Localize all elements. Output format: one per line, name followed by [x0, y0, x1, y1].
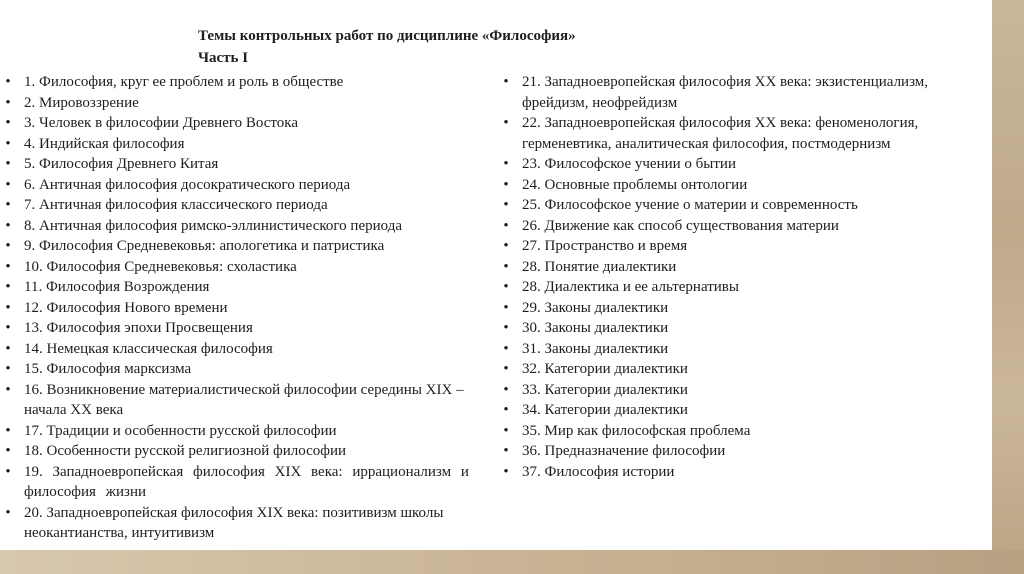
topic-item — [498, 195, 984, 216]
topic-item — [498, 462, 984, 483]
topic-text: 33. Категории диалектики — [522, 381, 688, 398]
topic-item — [498, 113, 984, 154]
topic-text: 17. Традиции и особенности русской философии — [24, 422, 337, 439]
topic-text: 4. Индийская философия — [24, 135, 185, 152]
topic-item — [498, 318, 984, 339]
topic-text: 3. Человек в философии Древнего Востока — [24, 115, 298, 131]
topic-item — [498, 154, 984, 175]
bullet-icon: • — [5, 217, 11, 234]
bullet-icon: • — [503, 197, 509, 213]
bullet-icon: • — [503, 381, 509, 398]
topic-text: 10. Философия Средневековья: схоластика — [24, 258, 297, 275]
bullet-icon: • — [503, 402, 509, 418]
topic-item — [0, 236, 480, 257]
bullet-icon: • — [503, 443, 509, 459]
topic-text: 28. Понятие диалектики — [522, 258, 677, 275]
topic-text: 12. Философия Нового времени — [24, 299, 228, 316]
topic-text: 19. Западноевропейская философия XIX века: иррационализм и философия жизни — [24, 463, 469, 500]
topic-text: 20. Западноевропейская философия XIX века: позитивизм школы неокантианства, интуитивизм — [24, 504, 444, 541]
topic-text: 31. Законы диалектики — [522, 340, 669, 357]
topic-text: 24. Основные проблемы онтологии — [522, 176, 748, 193]
topic-item — [0, 277, 480, 298]
topic-item — [0, 195, 480, 216]
topic-item — [0, 441, 480, 462]
bullet-icon: • — [5, 135, 11, 152]
topic-text: 14. Немецкая классическая философия — [24, 340, 273, 357]
bullet-icon: • — [5, 340, 11, 357]
bullet-icon: • — [503, 156, 509, 172]
topic-text: 1. Философия, круг ее проблем и роль в обществе — [24, 74, 344, 90]
bullet-icon: • — [5, 381, 11, 398]
topic-text: 18. Особенности русской религиозной философии — [24, 443, 347, 459]
topic-item — [498, 339, 984, 360]
topic-item — [0, 462, 480, 503]
page-subtitle: Часть I — [198, 50, 249, 66]
topic-text: 11. Философия Возрождения — [24, 279, 210, 295]
topic-item — [0, 216, 480, 237]
bullet-icon: • — [5, 197, 11, 213]
bullet-icon: • — [5, 279, 11, 295]
bullet-icon: • — [503, 463, 509, 480]
bullet-icon: • — [5, 176, 11, 193]
topic-item — [498, 441, 984, 462]
topic-text: 35. Мир как философская проблема — [522, 422, 751, 439]
bullet-icon: • — [5, 94, 11, 111]
topic-item — [498, 72, 984, 113]
bullet-icon: • — [5, 443, 11, 459]
topic-item — [0, 421, 480, 442]
topic-item — [498, 359, 984, 380]
bullet-icon: • — [5, 504, 11, 521]
topic-item — [0, 298, 480, 319]
topic-item — [0, 113, 480, 134]
bullet-icon: • — [5, 74, 11, 90]
topic-item — [0, 359, 480, 380]
bullet-icon: • — [5, 463, 11, 480]
bullet-icon: • — [5, 320, 11, 336]
bullet-icon: • — [5, 238, 11, 254]
topic-text: 34. Категории диалектики — [522, 402, 688, 418]
bullet-icon: • — [503, 115, 509, 131]
topic-text: 22. Западноевропейская философия XX века: феноменология, герменевтика, аналитическая философия, постмодернизм — [522, 115, 919, 152]
bullet-icon: • — [503, 422, 509, 439]
topic-text: 37. Философия истории — [522, 463, 675, 480]
topics-list-left — [0, 72, 480, 544]
bullet-icon: • — [5, 422, 11, 439]
page-title: Темы контрольных работ по дисциплине «Философия» — [198, 28, 576, 44]
topic-text: 13. Философия эпохи Просвещения — [24, 320, 253, 336]
topic-item — [498, 175, 984, 196]
topic-text: 16. Возникновение материалистической философии середины XIX – начала XX века — [24, 381, 464, 418]
bullet-icon: • — [503, 361, 509, 377]
bullet-icon: • — [503, 258, 509, 275]
topic-text: 8. Античная философия римско-эллинистического периода — [24, 217, 402, 234]
bullet-icon: • — [503, 340, 509, 357]
topic-item — [0, 93, 480, 114]
background-texture-right — [992, 0, 1024, 574]
topic-item — [498, 298, 984, 319]
topic-item — [498, 257, 984, 278]
topic-text: 36. Предназначение философии — [522, 443, 726, 459]
topic-item — [0, 380, 480, 421]
bullet-icon: • — [5, 156, 11, 172]
topic-text: 27. Пространство и время — [522, 238, 688, 254]
topic-text: 5. Философия Древнего Китая — [24, 156, 219, 172]
topics-list-right — [498, 72, 984, 482]
topic-text: 26. Движение как способ существования материи — [522, 217, 839, 234]
topic-text: 9. Философия Средневековья: апологетика и патристика — [24, 238, 385, 254]
topic-item — [498, 277, 984, 298]
topic-text: 7. Античная философия классического периода — [24, 197, 328, 213]
bullet-icon: • — [503, 217, 509, 234]
topic-item — [498, 380, 984, 401]
bullet-icon: • — [503, 299, 509, 316]
bullet-icon: • — [5, 258, 11, 275]
bullet-icon: • — [503, 279, 509, 295]
topic-item — [0, 154, 480, 175]
bullet-icon: • — [503, 238, 509, 254]
topic-item — [498, 236, 984, 257]
topic-text: 15. Философия марксизма — [24, 361, 192, 377]
topic-item — [498, 400, 984, 421]
topic-item — [0, 175, 480, 196]
bullet-icon: • — [5, 361, 11, 377]
topic-text: 6. Античная философия досократического периода — [24, 176, 351, 193]
topic-item — [0, 318, 480, 339]
topic-item — [498, 421, 984, 442]
topic-item — [0, 257, 480, 278]
bullet-icon: • — [503, 320, 509, 336]
topic-text: 29. Законы диалектики — [522, 299, 669, 316]
background-texture-bottom — [0, 550, 1024, 574]
topic-text: 23. Философское учении о бытии — [522, 156, 736, 172]
bullet-icon: • — [5, 299, 11, 316]
topic-text: 28. Диалектика и ее альтернативы — [522, 279, 739, 295]
bullet-icon: • — [5, 115, 11, 131]
topic-text: 21. Западноевропейская философия XX века: экзистенциализм, фрейдизм, неофрейдизм — [522, 74, 929, 111]
topic-item — [498, 216, 984, 237]
topic-text: 30. Законы диалектики — [522, 320, 669, 336]
topic-text: 2. Мировоззрение — [24, 94, 139, 111]
topic-item — [0, 72, 480, 93]
bullet-icon: • — [503, 176, 509, 193]
topic-item — [0, 503, 480, 544]
topic-item — [0, 134, 480, 155]
topic-text: 32. Категории диалектики — [522, 361, 688, 377]
bullet-icon: • — [503, 74, 509, 90]
topic-text: 25. Философское учение о материи и современность — [522, 197, 858, 213]
topic-item — [0, 339, 480, 360]
